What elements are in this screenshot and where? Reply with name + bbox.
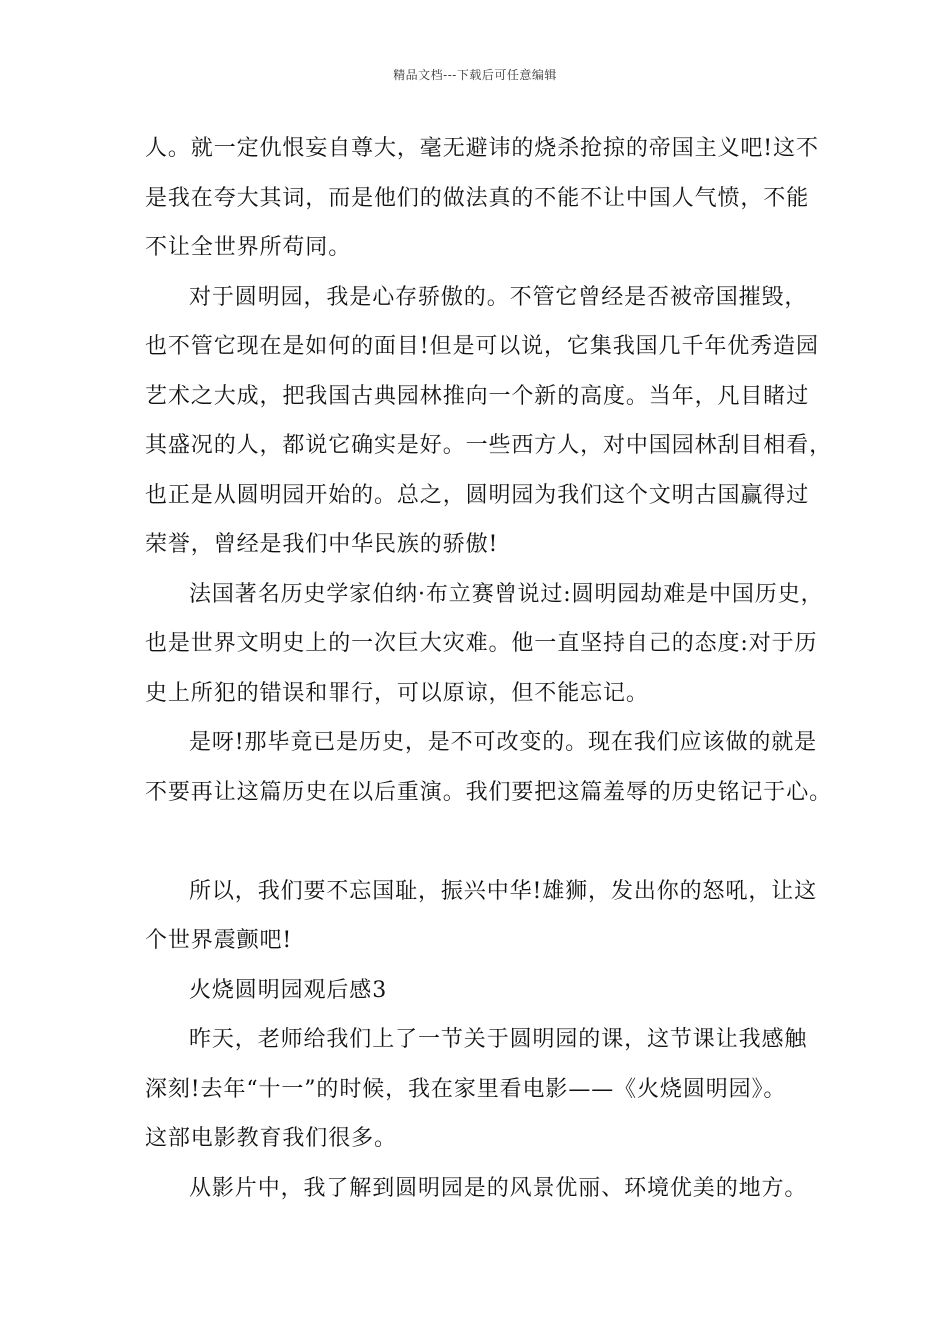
- paragraph-1: [145, 124, 825, 273]
- section-heading: [145, 966, 825, 1016]
- text-line: 对于圆明园，我是心存骄傲的。不管它曾经是否被帝国摧毁，: [189, 284, 808, 310]
- paragraph-gap: [145, 817, 825, 867]
- heading-line: 火烧圆明园观后感3: [189, 977, 388, 1003]
- text-line: 荣誉，曾经是我们中华民族的骄傲!: [145, 532, 499, 557]
- text-line: 从影片中，我了解到圆明园是的风景优丽、环境优美的地方。: [189, 1175, 808, 1201]
- paragraph-5: [145, 867, 825, 966]
- paragraph-4: [145, 718, 833, 817]
- text-line: 法国著名历史学家伯纳·布立赛曾说过:圆明园劫难是中国历史，: [189, 581, 824, 607]
- text-line: 是我在夸大其词，而是他们的做法真的不能不让中国人气愤，不能: [145, 185, 810, 211]
- text-line: 史上所犯的错误和罪行，可以原谅，但不能忘记。: [145, 680, 649, 706]
- page-header: 精品文档---下载后可任意编辑: [393, 68, 557, 82]
- text-line: 也不管它现在是如何的面目!但是可以说，它集我国几千年优秀造园: [145, 334, 819, 359]
- paragraph-7: [145, 1164, 825, 1214]
- text-line: 是呀!那毕竟已是历史，是不可改变的。现在我们应该做的就是: [189, 730, 818, 755]
- paragraph-3: [145, 570, 825, 719]
- text-line: 昨天，老师给我们上了一节关于圆明园的课，这节课让我感触: [189, 1027, 808, 1052]
- text-line: 其盛况的人，都说它确实是好。一些西方人，对中国园林刮目相看，: [145, 433, 833, 458]
- paragraph-6: [145, 1015, 825, 1164]
- text-line: 这部电影教育我们很多。: [145, 1126, 397, 1151]
- text-line: 人。就一定仇恨妄自尊大，毫无避讳的烧杀抢掠的帝国主义吧!这不: [145, 136, 819, 161]
- text-line: 也是世界文明史上的一次巨大灾难。他一直坚持自己的态度:对于历: [145, 631, 818, 656]
- text-line: 不要再让这篇历史在以后重演。我们要把这篇羞辱的历史铭记于心。: [145, 779, 833, 805]
- text-line: 不让全世界所苟同。: [145, 235, 352, 260]
- text-line: 所以，我们要不忘国耻，振兴中华!雄狮，发出你的怒吼，让这: [189, 878, 818, 904]
- text-line: 艺术之大成，把我国古典园林推向一个新的高度。当年，凡目睹过: [145, 383, 810, 409]
- text-line: 也正是从圆明园开始的。总之，圆明园为我们这个文明古国赢得过: [145, 482, 810, 508]
- text-line: 个世界震颤吧!: [145, 928, 293, 953]
- paragraph-2: [145, 273, 833, 570]
- text-line: 深刻!去年“十一”的时候，我在家里看电影——《火烧圆明园》。: [145, 1076, 787, 1102]
- document-body: [145, 124, 833, 1213]
